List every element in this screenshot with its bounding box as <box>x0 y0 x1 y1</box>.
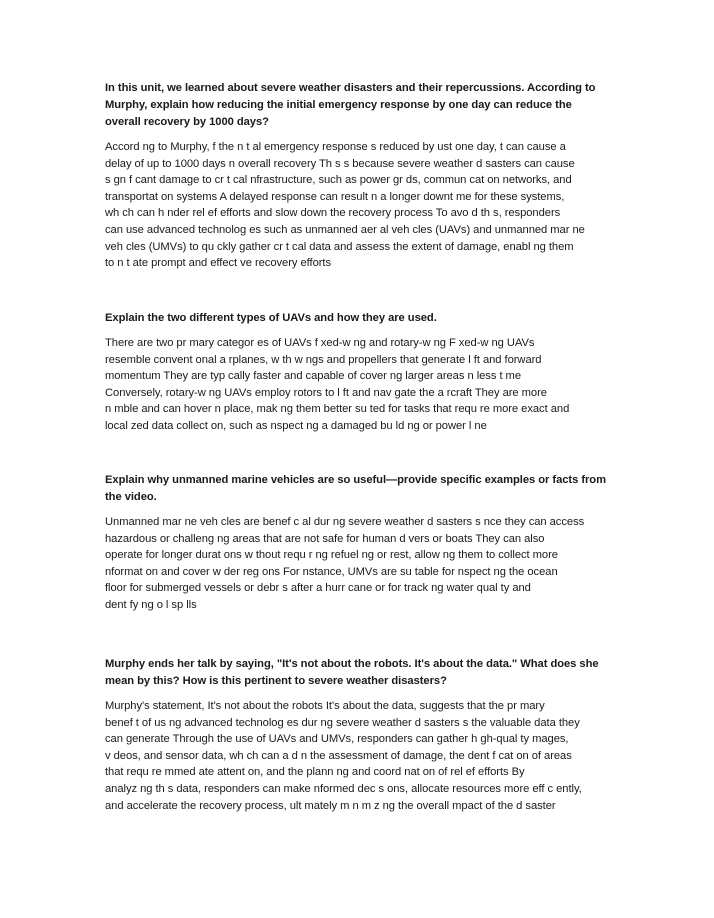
answer-2-paragraph: There are two pr mary categor es of UAVs f xed-w ng and rotary-w ng F xed-w ng UAVs resemble convent onal a rplanes, w th w ngs and propellers that generate l ft and forward momentum They are typ cally faster and capable of cover ng larger areas n less t me Conversely, rotary-w ng UAVs employ rotors to l ft and nav gate the a rcraft They are more n mble and can hover n place, mak ng them better su ted for tasks that requ re more exact and local zed data collect on, such as nspect ng a damaged bu ld ng or power l ne <box>105 337 570 432</box>
question-3-heading: Explain why unmanned marine vehicles are so useful—provide specific examples or facts from the video. <box>105 474 606 503</box>
answer-3-paragraph: Unmanned mar ne veh cles are benef c al dur ng severe weather d sasters s nce they can access hazardous or challeng ng areas that are not safe for human d vers or boats They can also operate for longer durat ons w thout requ r ng refuel ng or rest, allow ng them to collect more nformat on and cover w der reg ons For nstance, UMVs are su table for nspect ng the ocean floor for submerged vessels or debr s after a hurr cane or for track ng water qual ty and dent fy ng o l sp lls <box>105 516 585 611</box>
question-2-heading: Explain the two different types of UAVs and how they are used. <box>105 312 437 324</box>
answer-1-paragraph: Accord ng to Murphy, f the n t al emergency response s reduced by ust one day, t can cause a delay of up to 1000 days n overall recovery Th s s because severe weather d sasters can cause s gn f cant damage to cr t cal nfrastructure, such as power gr ds, commun cat on networks, and transportat on systems A delayed response can result n a longer downt me for these systems, wh ch can h nder rel ef efforts and slow down the recovery process To avo d th s, responders can use advanced technolog es such as unmanned aer al veh cles (UAVs) and unmanned mar ne veh cles (UMVs) to qu ckly gather cr t cal data and assess the extent of damage, enabl ng them to n t ate prompt and effect ve recovery efforts <box>105 141 585 270</box>
question-4-heading: Murphy ends her talk by saying, "It's not about the robots. It's about the data." What does she mean by this? How is this pertinent to severe weather disasters? <box>105 658 599 687</box>
qa-section-4 <box>105 656 599 814</box>
answer-4-paragraph: Murphy's statement, It's not about the robots It's about the data, suggests that the pr mary benef t of us ng advanced technolog es dur ng severe weather d sasters s the valuable data they can generate Through the use of UAVs and UMVs, responders can gather h gh-qual ty mages, v deos, and sensor data, wh ch can a d n the assessment of damage, the dent f cat on of areas that requ re mmed ate attent on, and the plann ng and coord nat on of rel ef efforts By analyz ng th s data, responders can make nformed dec s ons, allocate resources more eff c ently, and accelerate the recovery process, ult mately m n m z ng the overall mpact of the d saster <box>105 700 582 812</box>
question-1-heading: In this unit, we learned about severe weather disasters and their repercussions. According to Murphy, explain how reducing the initial emergency response by one day can reduce the overall recovery by 1000 days? <box>105 82 596 128</box>
qa-section-1 <box>105 80 595 272</box>
qa-section-2 <box>105 310 569 435</box>
qa-section-3 <box>105 472 606 614</box>
